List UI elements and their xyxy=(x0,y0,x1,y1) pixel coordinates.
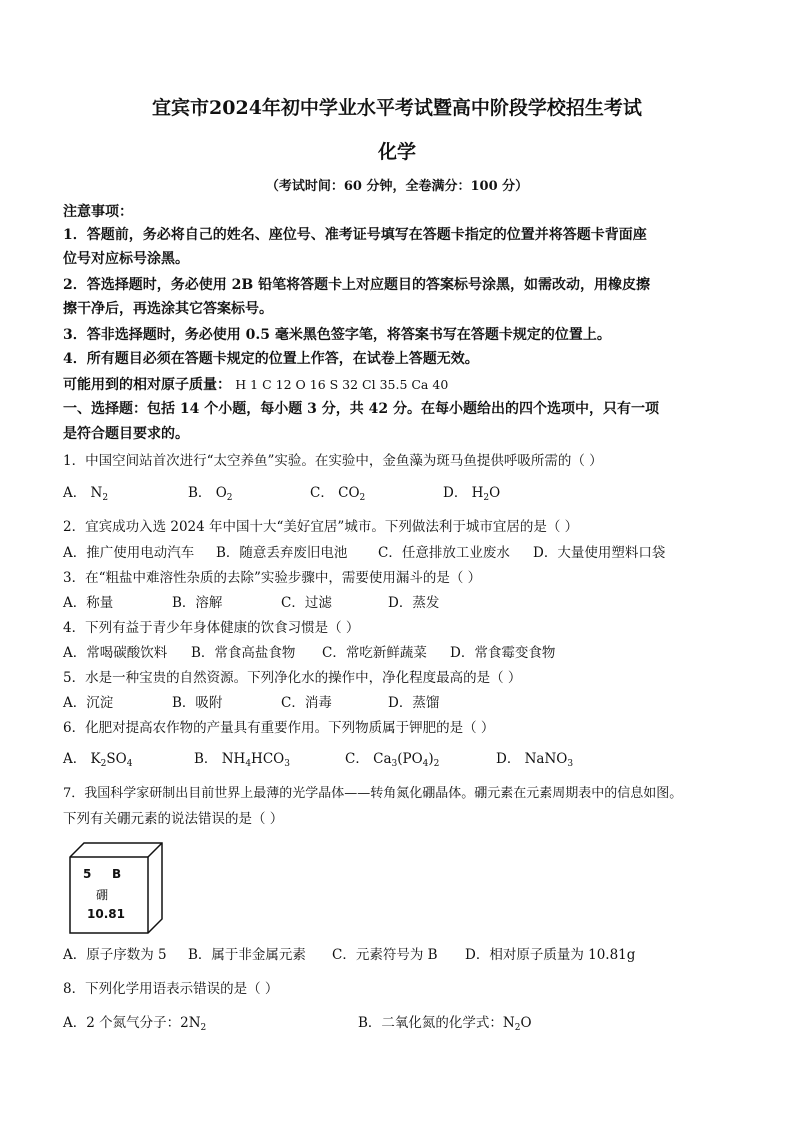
note-2-line-1: 2．答选择题时，务必使用 2B 铅笔将答题卡上对应题目的答案标号涂黑，如需改动，用橡皮擦 xyxy=(63,277,651,293)
q6-option-a: A． $K_2SO_4$ xyxy=(63,751,133,769)
note-3: 3．答非选择题时，务必使用 0.5 毫米黑色签字笔，将答案书写在答题卡规定的位置上。 xyxy=(63,327,611,343)
periodic-cell-drawing xyxy=(70,843,162,935)
q7-option-b: B．属于非金属元素 xyxy=(188,947,306,963)
q8-option-a-text: A．2 个氮气分子：2N xyxy=(63,1015,201,1031)
q2-option-a: A．推广使用电动汽车 xyxy=(63,545,195,561)
q6-option-b: B． $NH_4HCO_3$ xyxy=(194,751,290,769)
boron-atomic-mass: 10.81 xyxy=(87,907,125,921)
q8-option-a: A．2 个氮气分子：$2N_2$ xyxy=(63,1015,207,1033)
q2-option-d: D．大量使用塑料口袋 xyxy=(533,545,666,561)
q7-stem-line-1: 7．我国科学家研制出目前世界上最薄的光学晶体——转角氮化硼晶体。硼元素在元素周期表中的信息如图。 xyxy=(63,786,683,801)
q8-option-b: B．二氧化氮的化学式：$N_2O$ xyxy=(358,1015,532,1033)
atomic-mass-values: H 1 C 12 O 16 S 32 Cl 35.5 Ca 40 xyxy=(235,377,449,392)
exam-info: （考试时间：60 分钟，全卷满分：100 分） xyxy=(265,179,529,194)
q4-option-d: D．常食霉变食物 xyxy=(450,645,556,661)
note-1-line-1: 1．答题前，务必将自己的姓名、座位号、准考证号填写在答题卡指定的位置并将答题卡背面座 xyxy=(63,227,647,243)
q1-option-b: B． $O_2$ xyxy=(188,485,233,503)
subject-title: 化学 xyxy=(377,141,416,163)
exam-title: 宜宾市2024年初中学业水平考试暨高中阶段学校招生考试 xyxy=(152,97,642,119)
q6-stem: 6．化肥对提高农作物的产量具有重要作用。下列物质属于钾肥的是（ ） xyxy=(63,720,495,736)
q7-option-d: D．相对原子质量为 10.81g xyxy=(465,947,636,963)
q5-stem: 5．水是一种宝贵的自然资源。下列净化水的操作中，净化程度最高的是（ ） xyxy=(63,670,522,686)
q3-option-b: B．溶解 xyxy=(172,595,223,611)
section-1-heading-line-2: 是符合题目要求的。 xyxy=(63,426,189,442)
q2-stem: 2．宜宾成功入选 2024 年中国十大“美好宜居”城市。下列做法利于城市宜居的是（ ） xyxy=(63,519,579,535)
boron-periodic-table-cell xyxy=(70,843,148,928)
q7-stem-line-2: 下列有关硼元素的说法错误的是（ ） xyxy=(63,811,284,827)
q2-option-c: C．任意排放工业废水 xyxy=(378,545,510,561)
q8-option-b-text: B．二氧化氮的化学式：N xyxy=(358,1015,515,1031)
note-1-line-2: 位号对应标号涂黑。 xyxy=(63,251,189,267)
q3-stem: 3．在“粗盐中难溶性杂质的去除”实验步骤中，需要使用漏斗的是（ ） xyxy=(63,570,482,586)
section-1-heading-line-1: 一、选择题：包括 14 个小题，每小题 3 分，共 42 分。在每小题给出的四个选项中，只有一项 xyxy=(63,401,659,417)
q5-option-c: C．消毒 xyxy=(281,695,332,711)
atomic-mass-line xyxy=(63,374,448,394)
q3-option-d: D．蒸发 xyxy=(388,595,440,611)
boron-symbol: B xyxy=(112,867,122,881)
q6-option-d: D． NaNO$_3$ xyxy=(496,751,574,769)
q3-option-a: A．称量 xyxy=(63,595,114,611)
note-2-line-2: 擦干净后，再选涂其它答案标号。 xyxy=(63,301,273,317)
q4-option-a: A．常喝碳酸饮料 xyxy=(63,645,168,661)
q4-option-b: B．常食高盐食物 xyxy=(191,645,296,661)
q6-option-c: C． $Ca_3(PO_4)_2$ xyxy=(345,751,440,769)
q3-option-c: C．过滤 xyxy=(281,595,332,611)
atomic-mass-label: 可能用到的相对原子质量： xyxy=(63,377,231,393)
q1-option-a: A． $N_2$ xyxy=(63,485,109,503)
q1-option-d: D． $H_2O$ xyxy=(443,485,501,503)
q7-option-a: A．原子序数为 5 xyxy=(63,947,167,963)
cell-corner-edge xyxy=(148,843,162,857)
boron-atomic-number: 5 xyxy=(83,867,92,881)
q1-option-c: C． $CO_2$ xyxy=(310,485,366,503)
q5-option-b: B．吸附 xyxy=(172,695,223,711)
q4-stem: 4．下列有益于青少年身体健康的饮食习惯是（ ） xyxy=(63,620,360,636)
q2-option-b: B．随意丢弃废旧电池 xyxy=(216,545,348,561)
note-4: 4．所有题目必须在答题卡规定的位置上作答，在试卷上答题无效。 xyxy=(63,351,479,367)
q7-option-c: C．元素符号为 B xyxy=(332,947,438,963)
q5-option-a: A．沉淀 xyxy=(63,695,114,711)
q1-stem: 1．中国空间站首次进行“太空养鱼”实验。在实验中，金鱼藻为斑马鱼提供呼吸所需的（ ） xyxy=(63,453,603,469)
notes-heading: 注意事项： xyxy=(63,204,133,220)
q5-option-d: D．蒸馏 xyxy=(388,695,440,711)
q4-option-c: C．常吃新鲜蔬菜 xyxy=(322,645,427,661)
q8-stem: 8．下列化学用语表示错误的是（ ） xyxy=(63,981,279,997)
boron-name: 硼 xyxy=(96,888,109,902)
